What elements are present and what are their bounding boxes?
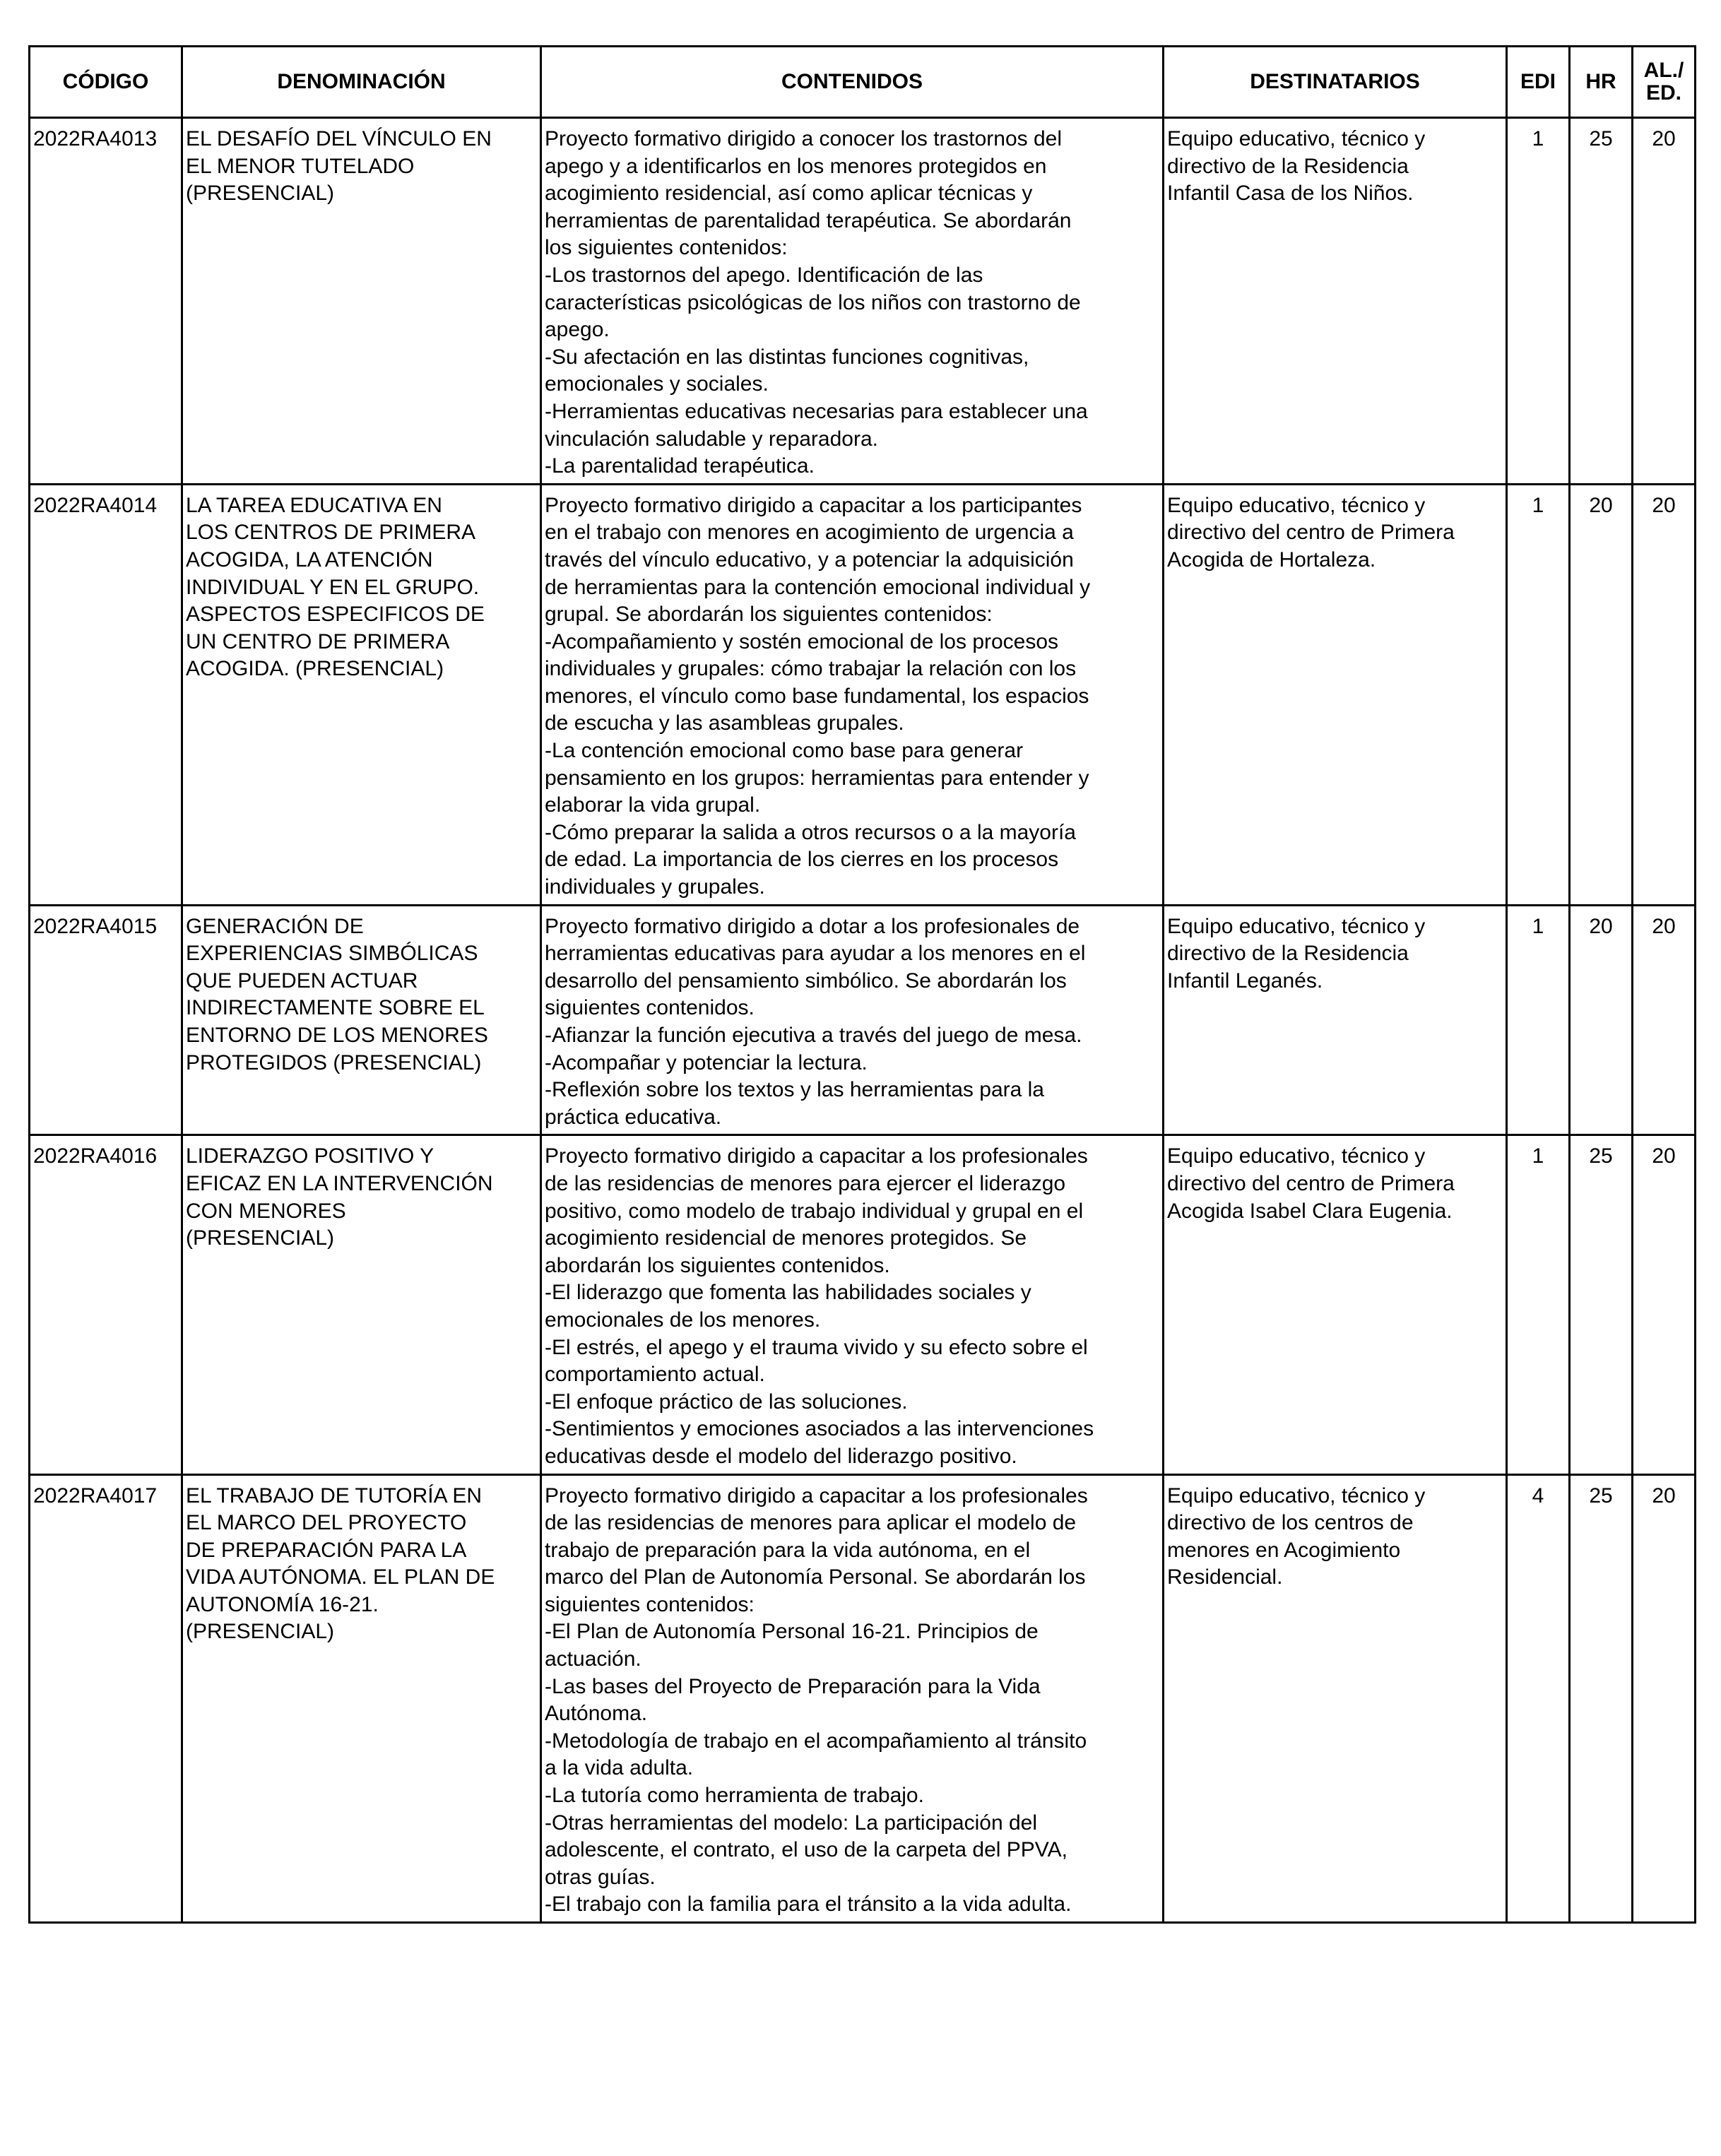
header-contenidos: CONTENIDOS <box>541 47 1164 118</box>
denominacion-line: EL DESAFÍO DEL VÍNCULO EN <box>186 127 492 150</box>
contenidos-line: herramientas de parentalidad terapéutica. Se abordarán <box>545 208 1072 232</box>
denominacion-cell <box>182 1135 541 1474</box>
al-ed-cell: 20 <box>1633 905 1696 1135</box>
edi-cell: 1 <box>1507 1135 1570 1474</box>
contenidos-line: emocionales y sociales. <box>545 372 769 396</box>
contenidos-line: Proyecto formativo dirigido a capacitar a los participantes <box>545 493 1082 517</box>
contenidos-line: -El Plan de Autonomía Personal 16-21. Principios de <box>545 1620 1039 1644</box>
contenidos-line: grupal. Se abordarán los siguientes contenidos: <box>545 603 993 627</box>
denominacion-line: LA TAREA EDUCATIVA EN <box>186 493 442 517</box>
header-al-ed-line-2: ED. <box>1645 81 1681 105</box>
destinatarios-cell <box>1164 484 1507 905</box>
denominacion-cell <box>182 484 541 905</box>
contenidos-line: acogimiento residencial de menores protegidos. Se <box>545 1226 1027 1250</box>
contenidos-line: siguientes contenidos. <box>545 996 755 1020</box>
contenidos-line: -Herramientas educativas necesarias para establecer una <box>545 399 1088 423</box>
contenidos-line: -El estrés, el apego y el trauma vivido y su efecto sobre el <box>545 1335 1088 1359</box>
contenidos-line: -Reflexión sobre los textos y las herramientas para la <box>545 1078 1044 1102</box>
destinatarios-line: Acogida de Hortaleza. <box>1167 547 1376 571</box>
edi-cell: 1 <box>1507 905 1570 1135</box>
denominacion-line: EL MENOR TUTELADO <box>186 154 415 178</box>
contenidos-line: individuales y grupales. <box>545 875 765 899</box>
contenidos-line: -Afianzar la función ejecutiva a través del juego de mesa. <box>545 1024 1082 1047</box>
contenidos-line: -El enfoque práctico de las soluciones. <box>545 1390 908 1414</box>
al-ed-cell: 20 <box>1633 1135 1696 1474</box>
destinatarios-cell <box>1164 1474 1507 1923</box>
destinatarios-line: directivo del centro de Primera <box>1167 1171 1455 1195</box>
denominacion-line: ASPECTOS ESPECIFICOS DE <box>186 603 485 627</box>
contenidos-line: pensamiento en los grupos: herramientas para entender y <box>545 766 1089 790</box>
al-ed-cell: 20 <box>1633 484 1696 905</box>
codigo-cell: 2022RA4016 <box>30 1135 182 1474</box>
denominacion-line: GENERACIÓN DE <box>186 914 364 938</box>
contenidos-line: -Otras herramientas del modelo: La participación del <box>545 1811 1038 1835</box>
contenidos-line: -Las bases del Proyecto de Preparación para la Vida <box>545 1674 1041 1698</box>
denominacion-line: (PRESENCIAL) <box>186 1620 335 1644</box>
contenidos-line: -Su afectación en las distintas funciones cognitivas, <box>545 345 1029 369</box>
denominacion-line: EL MARCO DEL PROYECTO <box>186 1511 467 1535</box>
header-denominacion: DENOMINACIÓN <box>182 47 541 118</box>
destinatarios-line: directivo de los centros de <box>1167 1511 1414 1535</box>
denominacion-line: EXPERIENCIAS SIMBÓLICAS <box>186 942 478 966</box>
contenidos-line: otras guías. <box>545 1865 656 1889</box>
contenidos-line: apego y a identificarlos en los menores protegidos en <box>545 154 1047 178</box>
contenidos-line: en el trabajo con menores en acogimiento de urgencia a <box>545 521 1074 545</box>
destinatarios-line: Equipo educativo, técnico y <box>1167 1483 1426 1508</box>
contenidos-line: de las residencias de menores para ejercer el liderazgo <box>545 1171 1066 1195</box>
denominacion-line: ACOGIDA. (PRESENCIAL) <box>186 657 444 681</box>
contenidos-line: -El trabajo con la familia para el tránsito a la vida adulta. <box>545 1893 1072 1917</box>
hr-cell: 25 <box>1570 1474 1633 1923</box>
contenidos-line: práctica educativa. <box>545 1105 722 1129</box>
table-row <box>30 905 1696 1135</box>
contenidos-line: herramientas educativas para ayudar a los menores en el <box>545 942 1086 966</box>
contenidos-line: -El liderazgo que fomenta las habilidades sociales y <box>545 1281 1031 1305</box>
contenidos-cell <box>541 1474 1164 1923</box>
denominacion-line: INDIVIDUAL Y EN EL GRUPO. <box>186 575 480 599</box>
contenidos-line: los siguientes contenidos: <box>545 236 788 260</box>
contenidos-line: marco del Plan de Autonomía Personal. Se abordarán los <box>545 1565 1086 1589</box>
contenidos-line: acogimiento residencial, así como aplicar técnicas y <box>545 182 1033 206</box>
contenidos-line: abordarán los siguientes contenidos. <box>545 1253 890 1277</box>
contenidos-cell <box>541 905 1164 1135</box>
header-row <box>30 47 1696 118</box>
codigo-cell: 2022RA4013 <box>30 118 182 485</box>
header-al-ed-line-1: AL./ <box>1643 59 1684 82</box>
destinatarios-line: Equipo educativo, técnico y <box>1167 127 1426 150</box>
contenidos-cell <box>541 484 1164 905</box>
al-ed-cell: 20 <box>1633 1474 1696 1923</box>
destinatarios-cell <box>1164 118 1507 485</box>
destinatarios-line: Equipo educativo, técnico y <box>1167 493 1426 517</box>
contenidos-line: comportamiento actual. <box>545 1363 765 1387</box>
destinatarios-line: directivo de la Residencia <box>1167 942 1409 966</box>
edi-cell: 4 <box>1507 1474 1570 1923</box>
denominacion-line: EFICAZ EN LA INTERVENCIÓN <box>186 1171 493 1195</box>
header-al-ed <box>1633 47 1696 118</box>
contenidos-cell <box>541 118 1164 485</box>
denominacion-line: INDIRECTAMENTE SOBRE EL <box>186 996 485 1020</box>
destinatarios-line: Equipo educativo, técnico y <box>1167 914 1426 938</box>
destinatarios-line: Infantil Casa de los Niños. <box>1167 182 1414 206</box>
contenidos-line: menores, el vínculo como base fundamental, los espacios <box>545 684 1089 708</box>
denominacion-line: CON MENORES <box>186 1199 346 1223</box>
contenidos-line: emocionales de los menores. <box>545 1308 821 1332</box>
destinatarios-cell <box>1164 905 1507 1135</box>
denominacion-line: VIDA AUTÓNOMA. EL PLAN DE <box>186 1565 495 1589</box>
contenidos-line: Proyecto formativo dirigido a capacitar a los profesionales <box>545 1483 1088 1508</box>
al-ed-cell: 20 <box>1633 118 1696 485</box>
denominacion-line: PROTEGIDOS (PRESENCIAL) <box>186 1050 482 1074</box>
destinatarios-line: directivo de la Residencia <box>1167 154 1409 178</box>
hr-cell: 20 <box>1570 905 1633 1135</box>
hr-cell: 20 <box>1570 484 1633 905</box>
destinatarios-line: Infantil Leganés. <box>1167 969 1323 993</box>
denominacion-line: AUTONOMÍA 16-21. <box>186 1592 379 1616</box>
denominacion-line: ACOGIDA, LA ATENCIÓN <box>186 547 433 571</box>
denominacion-line: QUE PUEDEN ACTUAR <box>186 969 418 993</box>
denominacion-cell <box>182 905 541 1135</box>
contenidos-line: -La contención emocional como base para generar <box>545 739 1024 763</box>
denominacion-line: UN CENTRO DE PRIMERA <box>186 629 450 653</box>
hr-cell: 25 <box>1570 118 1633 485</box>
contenidos-line: de escucha y las asambleas grupales. <box>545 711 904 735</box>
destinatarios-line: Equipo educativo, técnico y <box>1167 1144 1426 1168</box>
contenidos-line: -Cómo preparar la salida a otros recursos o a la mayoría <box>545 820 1076 844</box>
contenidos-line: positivo, como modelo de trabajo individual y grupal en el <box>545 1199 1084 1223</box>
denominacion-line: LIDERAZGO POSITIVO Y <box>186 1144 434 1168</box>
contenidos-line: apego. <box>545 318 610 342</box>
denominacion-line: ENTORNO DE LOS MENORES <box>186 1024 488 1047</box>
edi-cell: 1 <box>1507 118 1570 485</box>
contenidos-line: individuales y grupales: cómo trabajar la relación con los <box>545 657 1077 681</box>
codigo-cell: 2022RA4014 <box>30 484 182 905</box>
table-row <box>30 1474 1696 1923</box>
contenidos-line: Autónoma. <box>545 1702 648 1726</box>
contenidos-line: -La tutoría como herramienta de trabajo. <box>545 1784 924 1808</box>
codigo-cell: 2022RA4015 <box>30 905 182 1135</box>
contenidos-line: de las residencias de menores para aplicar el modelo de <box>545 1511 1077 1535</box>
table-row <box>30 1135 1696 1474</box>
contenidos-line: vinculación saludable y reparadora. <box>545 427 878 451</box>
header-destinatarios: DESTINATARIOS <box>1164 47 1507 118</box>
destinatarios-line: Acogida Isabel Clara Eugenia. <box>1167 1199 1453 1223</box>
contenidos-line: adolescente, el contrato, el uso de la carpeta del PPVA, <box>545 1838 1068 1862</box>
header-hr: HR <box>1570 47 1633 118</box>
contenidos-line: Proyecto formativo dirigido a conocer los trastornos del <box>545 127 1063 150</box>
destinatarios-cell <box>1164 1135 1507 1474</box>
denominacion-line: EL TRABAJO DE TUTORÍA EN <box>186 1483 483 1508</box>
contenidos-line: trabajo de preparación para la vida autónoma, en el <box>545 1538 1031 1562</box>
denominacion-cell <box>182 1474 541 1923</box>
contenidos-line: desarrollo del pensamiento simbólico. Se abordarán los <box>545 969 1067 993</box>
contenidos-line: -Sentimientos y emociones asociados a las intervenciones <box>545 1417 1094 1441</box>
contenidos-line: través del vínculo educativo, y a potenciar la adquisición <box>545 547 1074 571</box>
contenidos-line: educativas desde el modelo del liderazgo positivo. <box>545 1444 1017 1468</box>
hr-cell: 25 <box>1570 1135 1633 1474</box>
denominacion-line: DE PREPARACIÓN PARA LA <box>186 1538 467 1562</box>
contenidos-line: siguientes contenidos: <box>545 1592 755 1616</box>
denominacion-line: (PRESENCIAL) <box>186 182 335 206</box>
codigo-cell: 2022RA4017 <box>30 1474 182 1923</box>
edi-cell: 1 <box>1507 484 1570 905</box>
contenidos-line: -Acompañamiento y sostén emocional de los procesos <box>545 629 1059 653</box>
destinatarios-line: directivo del centro de Primera <box>1167 521 1455 545</box>
denominacion-cell <box>182 118 541 485</box>
header-edi: EDI <box>1507 47 1570 118</box>
denominacion-line: LOS CENTROS DE PRIMERA <box>186 521 476 545</box>
contenidos-line: -La parentalidad terapéutica. <box>545 454 815 478</box>
contenidos-line: Proyecto formativo dirigido a dotar a los profesionales de <box>545 914 1080 938</box>
contenidos-line: de edad. La importancia de los cierres en los procesos <box>545 848 1059 872</box>
contenidos-line: -Acompañar y potenciar la lectura. <box>545 1050 868 1074</box>
contenidos-cell <box>541 1135 1164 1474</box>
contenidos-line: a la vida adulta. <box>545 1756 694 1780</box>
table-row <box>30 118 1696 485</box>
courses-table <box>28 45 1696 1924</box>
contenidos-line: características psicológicas de los niños con trastorno de <box>545 290 1081 314</box>
contenidos-line: Proyecto formativo dirigido a capacitar a los profesionales <box>545 1144 1088 1168</box>
destinatarios-line: menores en Acogimiento <box>1167 1538 1401 1562</box>
contenidos-line: -Los trastornos del apego. Identificación de las <box>545 263 983 287</box>
contenidos-line: de herramientas para la contención emocional individual y <box>545 575 1091 599</box>
contenidos-line: elaborar la vida grupal. <box>545 793 761 817</box>
destinatarios-line: Residencial. <box>1167 1565 1283 1589</box>
table-row <box>30 484 1696 905</box>
table-body <box>30 118 1696 1923</box>
denominacion-line: (PRESENCIAL) <box>186 1226 335 1250</box>
contenidos-line: actuación. <box>545 1647 641 1671</box>
contenidos-line: -Metodología de trabajo en el acompañamiento al tránsito <box>545 1729 1087 1753</box>
header-codigo: CÓDIGO <box>30 47 182 118</box>
